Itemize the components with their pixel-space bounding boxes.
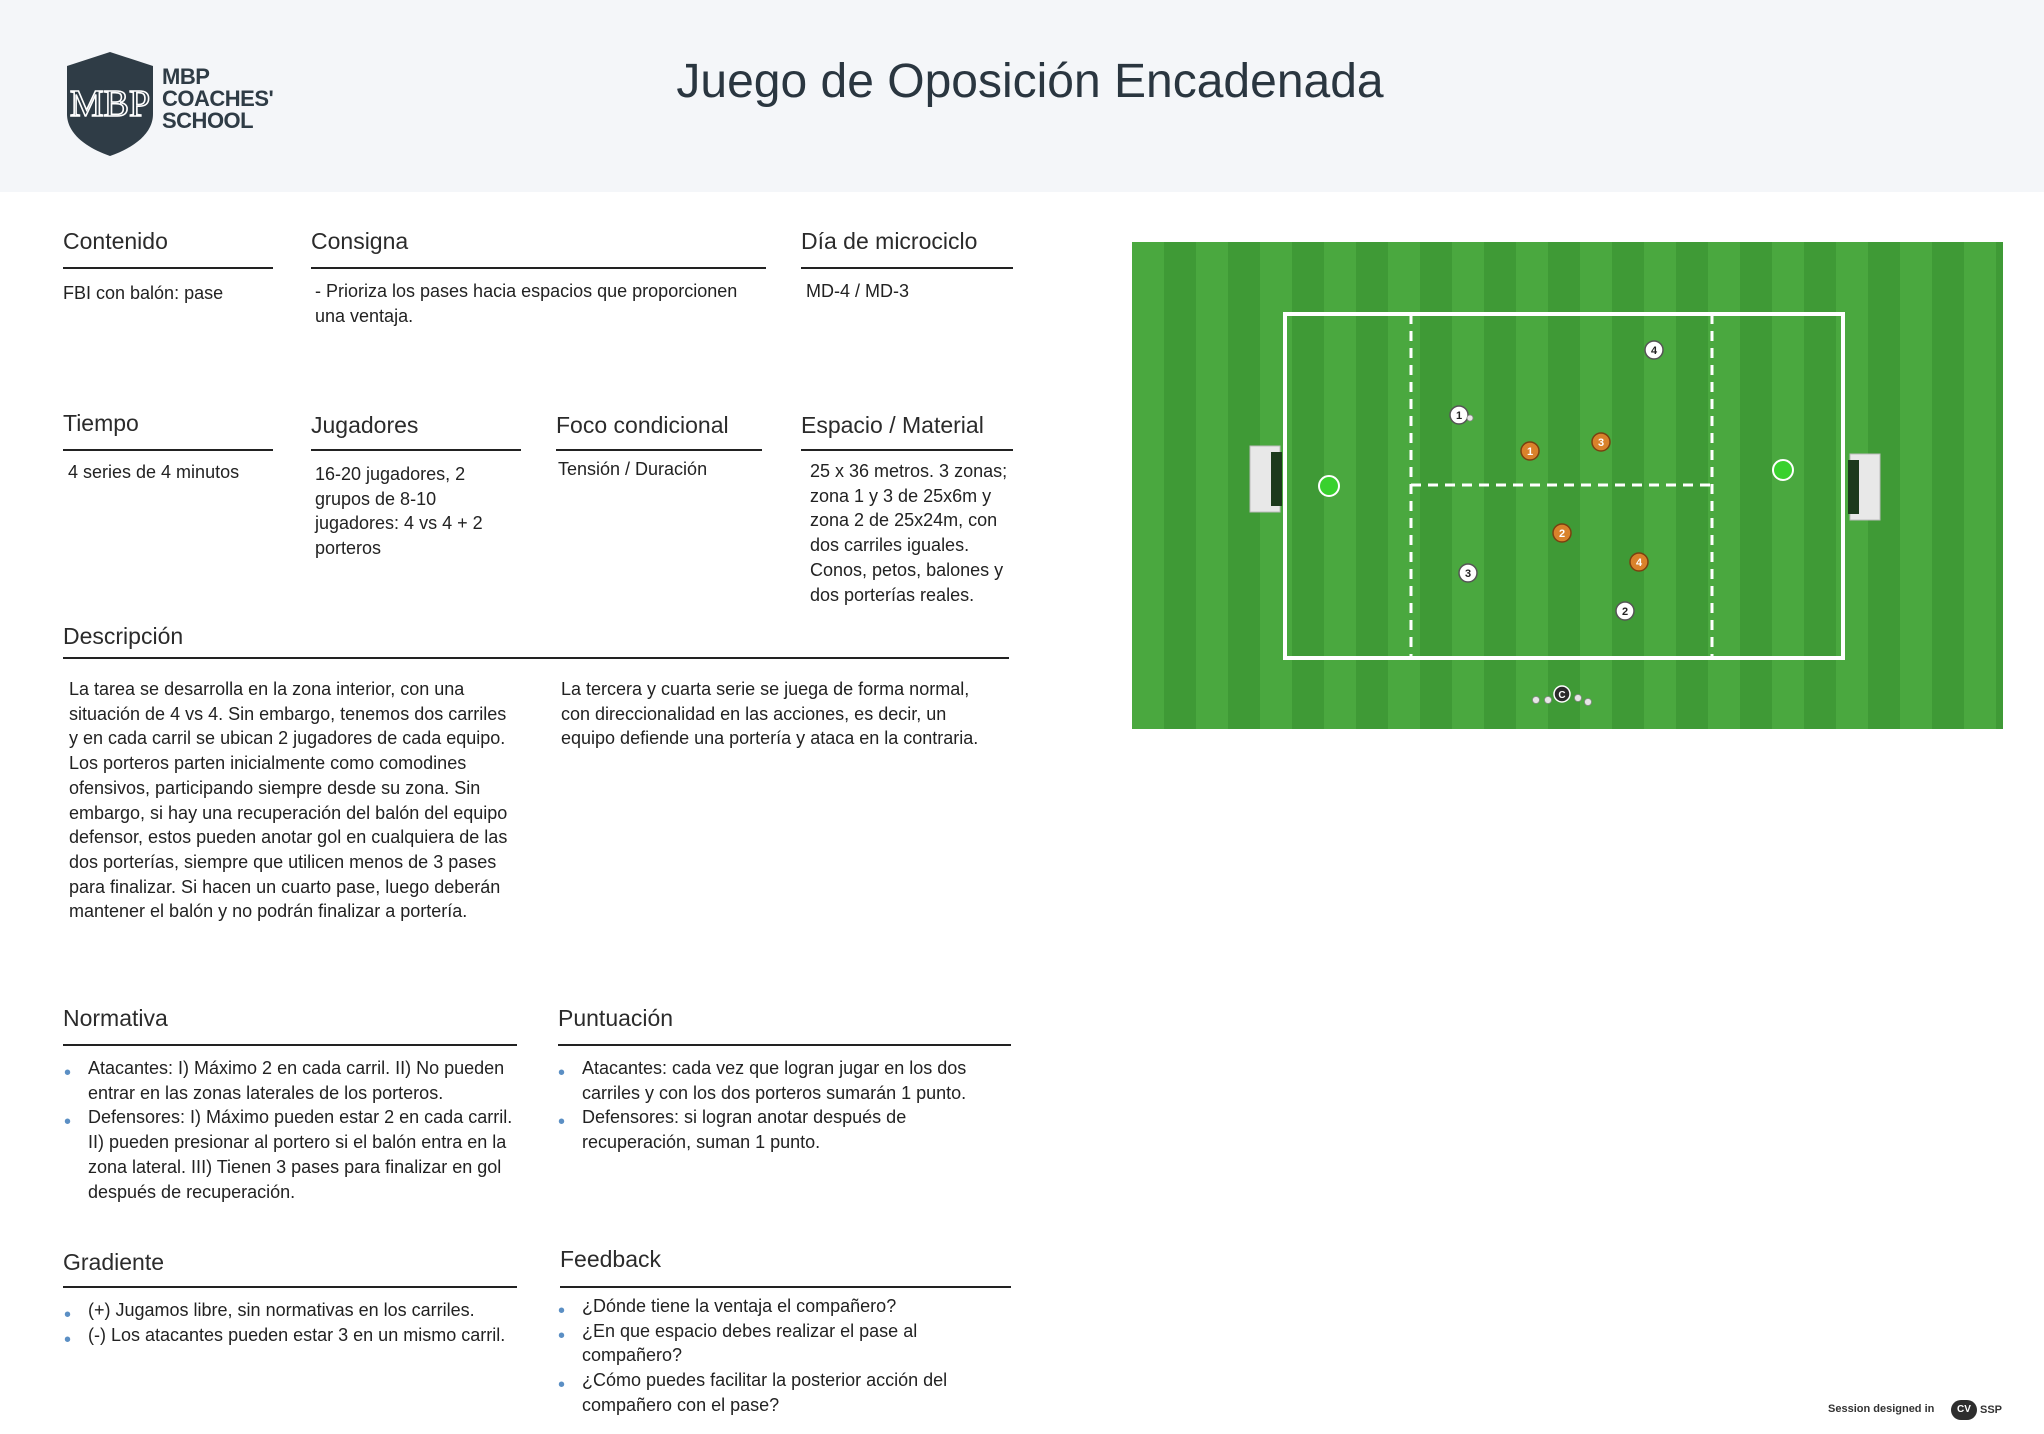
footer-badge: CV: [1951, 1400, 1977, 1420]
gradiente-list: [64, 1298, 524, 1347]
jugadores-value: 16-20 jugadores, 2 grupos de 8-10 jugadores: 4 vs 4 + 2 porteros: [315, 464, 483, 559]
foco-value: Tensión / Duración: [558, 459, 708, 479]
puntuacion-list: [558, 1056, 1008, 1155]
header: [0, 0, 2044, 192]
contenido-heading: Contenido: [63, 228, 168, 254]
ball-icon: [1467, 415, 1473, 421]
orange-player-1: [1521, 442, 1539, 460]
descripcion-heading: Descripción: [63, 623, 184, 649]
jugadores-rule: [311, 449, 521, 451]
espacio-value: 25 x 36 metros. 3 zonas; zona 1 y 3 de 25x6m y zona 2 de 25x24m, con dos carriles iguales. Conos, petos, balones y dos porterías reales.: [810, 461, 1008, 605]
white-player-2: [1616, 602, 1634, 620]
ball-icon: [1533, 697, 1540, 704]
list-item: • (-) Los atacantes pueden estar 3 en un mismo carril.: [64, 1323, 524, 1348]
espacio-rule: [801, 449, 1013, 451]
descripcion-col1: La tarea se desarrolla en la zona interior, con una situación de 4 vs 4. Sin embargo, tenemos dos carriles y en cada carril se ubican 2 jugadores de cada equipo. Los porteros parten inicialmente como comodines ofensivos, participando siempre desde su zona. Sin embargo, si hay una recuperación del balón del equipo defensor, estos pueden anotar gol en cualquiera de las dos porterías, siempre que utilicen menos de 3 pases para finalizar. Si hacen un cuarto pase, luego deberán mantener el balón y no podrán finalizar a portería.: [69, 679, 508, 922]
list-item: • ¿En que espacio debes realizar el pase al compañero?: [558, 1319, 978, 1368]
normativa-heading: Normativa: [63, 1005, 168, 1031]
descripcion-col2: La tercera y cuarta serie se juega de forma normal, con direccionalidad en las acciones, es decir, un equipo defiende una portería y ataca en la contraria.: [561, 679, 979, 749]
goal-left: [1250, 446, 1282, 512]
consigna-value: - Prioriza los pases hacia espacios que proporcionen una ventaja.: [315, 281, 738, 326]
descripcion-rule: [63, 657, 1009, 659]
goalkeeper-left: [1319, 476, 1339, 496]
tiempo-heading: Tiempo: [63, 410, 139, 436]
list-item: • Defensores: I) Máximo pueden estar 2 en cada carril. II) pueden presionar al portero si el balón entra en la zona lateral. III) Tienen 3 pases para finalizar en gol después de recuperación.: [64, 1105, 514, 1204]
puntuacion-rule: [558, 1044, 1011, 1046]
logo: [55, 50, 274, 160]
svg-text:2: 2: [1558, 528, 1566, 540]
foco-rule: [556, 449, 762, 451]
svg-text:C: C: [1558, 690, 1566, 701]
ball-icon: [1575, 695, 1582, 702]
logo-wordmark: MBP COACHES' SCHOOL: [162, 64, 274, 133]
normativa-rule: [63, 1044, 517, 1046]
consigna-rule: [311, 267, 766, 269]
gradiente-rule: [63, 1286, 517, 1288]
footer-brand: SSP: [1980, 1404, 2003, 1416]
jugadores-heading: Jugadores: [311, 412, 419, 438]
white-player-3: [1459, 564, 1477, 582]
goalkeeper-right: [1773, 460, 1793, 480]
list-item: • Defensores: si logran anotar después de recuperación, suman 1 punto.: [558, 1105, 1008, 1154]
footer-text: Session designed in: [1828, 1403, 1935, 1415]
consigna-heading: Consigna: [311, 228, 409, 254]
shield-logo-icon: [63, 50, 158, 158]
svg-text:1: 1: [1455, 410, 1463, 422]
ball-icon: [1545, 697, 1552, 704]
gradiente-heading: Gradiente: [63, 1249, 165, 1275]
feedback-list: [558, 1294, 978, 1418]
tiempo-value: 4 series de 4 minutos: [68, 462, 240, 482]
ball-icon: [1585, 699, 1592, 706]
list-item: • ¿Dónde tiene la ventaja el compañero?: [558, 1294, 978, 1319]
goal-right: [1848, 454, 1880, 520]
orange-player-2: [1553, 524, 1571, 542]
svg-text:MBP: MBP: [69, 83, 151, 125]
microciclo-heading: Día de microciclo: [801, 228, 978, 254]
feedback-rule: [560, 1286, 1011, 1288]
tiempo-rule: [63, 449, 273, 451]
white-player-4: [1645, 341, 1663, 359]
list-item: • Atacantes: I) Máximo 2 en cada carril. II) No pueden entrar en las zonas laterales de los porteros.: [64, 1056, 514, 1105]
list-item: • ¿Cómo puedes facilitar la posterior acción del compañero con el pase?: [558, 1368, 978, 1417]
microciclo-value: MD-4 / MD-3: [806, 281, 909, 301]
orange-player-4: [1630, 553, 1648, 571]
svg-text:3: 3: [1597, 437, 1605, 449]
feedback-heading: Feedback: [560, 1246, 662, 1272]
svg-text:4: 4: [1635, 557, 1643, 569]
list-item: • (+) Jugamos libre, sin normativas en los carriles.: [64, 1298, 524, 1323]
svg-text:2: 2: [1621, 606, 1629, 618]
svg-text:1: 1: [1526, 446, 1534, 458]
foco-heading: Foco condicional: [556, 412, 729, 438]
contenido-value: FBI con balón: pase: [63, 283, 224, 303]
svg-text:4: 4: [1650, 345, 1658, 357]
pitch-diagram: [1132, 242, 2003, 729]
orange-player-3: [1592, 433, 1610, 451]
page-title: Juego de Oposición Encadenada: [676, 55, 1384, 108]
list-item: • Atacantes: cada vez que logran jugar en los dos carriles y con los dos porteros sumarán 1 punto.: [558, 1056, 1008, 1105]
svg-text:3: 3: [1464, 568, 1472, 580]
espacio-heading: Espacio / Material: [801, 412, 984, 438]
contenido-rule: [63, 267, 273, 269]
microciclo-rule: [801, 267, 1013, 269]
normativa-list: [64, 1056, 514, 1204]
white-player-1: [1450, 406, 1468, 424]
puntuacion-heading: Puntuación: [558, 1005, 674, 1031]
